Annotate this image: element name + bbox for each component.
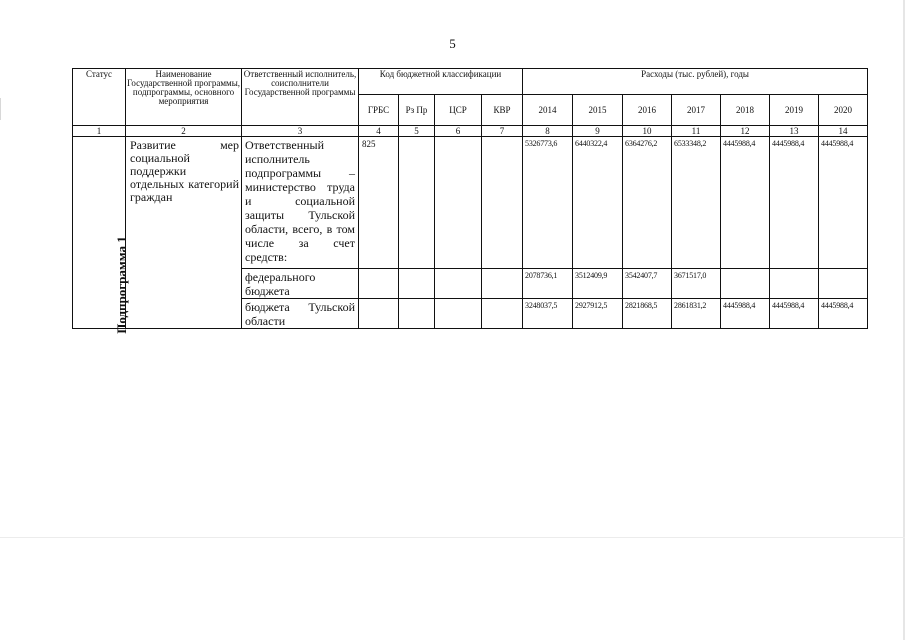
column-number-row [73, 126, 868, 137]
header-rzpr: Рз Пр [399, 95, 435, 126]
expense-2016: 6364276,2 [623, 137, 672, 269]
csr-value [435, 137, 482, 269]
grbs-value: 825 [359, 137, 399, 269]
header-responsible: Ответственный исполнитель, соисполнители Государственной программы [242, 69, 359, 126]
header-status: Статус [73, 69, 126, 126]
expense-2014: 2078736,1 [523, 269, 573, 299]
header-year-2016: 2016 [623, 95, 672, 126]
expense-2018: 4445988,4 [721, 299, 770, 329]
header-expenses: Расходы (тыс. рублей), годы [523, 69, 868, 95]
column-number: 9 [573, 126, 623, 137]
column-number: 4 [359, 126, 399, 137]
scan-edge-line [0, 98, 1, 120]
responsible-federal: федерального бюджета [242, 269, 359, 299]
kvr-value [482, 269, 523, 299]
csr-value [435, 269, 482, 299]
header-year-2015: 2015 [573, 95, 623, 126]
expense-2014: 5326773,6 [523, 137, 573, 269]
header-csr: ЦСР [435, 95, 482, 126]
responsible-total: Ответственный исполнитель подпрограммы – министерство труда и социальной защиты Тульской области, всего, в том числе за счет средств: [242, 137, 359, 269]
column-number: 3 [242, 126, 359, 137]
expense-2019: 4445988,4 [770, 299, 819, 329]
header-kvr: КВР [482, 95, 523, 126]
scan-edge-line [0, 537, 905, 538]
status-cell [73, 137, 129, 334]
expense-2016: 2821868,5 [623, 299, 672, 329]
header-row-top [73, 69, 868, 95]
program-name: Развитие мер социальной поддержки отдельных категорий граждан [126, 137, 242, 329]
header-budget-code: Код бюджетной классификации [359, 69, 523, 95]
csr-value [435, 299, 482, 329]
expense-2017: 2861831,2 [672, 299, 721, 329]
expense-2018: 4445988,4 [721, 137, 770, 269]
expense-2017: 3671517,0 [672, 269, 721, 299]
expense-2020 [819, 269, 868, 299]
budget-table [72, 68, 868, 334]
header-year-2020: 2020 [819, 95, 868, 126]
expense-2017: 6533348,2 [672, 137, 721, 269]
column-number: 13 [770, 126, 819, 137]
header-year-2019: 2019 [770, 95, 819, 126]
expense-2020: 4445988,4 [819, 137, 868, 269]
header-name: Наименование Государственной программы, подпрограммы, основного мероприятия [126, 69, 242, 126]
grbs-value [359, 299, 399, 329]
column-number: 12 [721, 126, 770, 137]
expense-2016: 3542407,7 [623, 269, 672, 299]
rzpr-value [399, 299, 435, 329]
expense-2019 [770, 269, 819, 299]
page-number: 5 [449, 36, 456, 51]
kvr-value [482, 299, 523, 329]
column-number: 11 [672, 126, 721, 137]
status-label: Подпрограмма 1 [113, 235, 129, 334]
header-grbs: ГРБС [359, 95, 399, 126]
expense-2015: 2927912,5 [573, 299, 623, 329]
expense-2014: 3248037,5 [523, 299, 573, 329]
column-number: 5 [399, 126, 435, 137]
expense-2018 [721, 269, 770, 299]
column-number: 2 [126, 126, 242, 137]
header-year-2014: 2014 [523, 95, 573, 126]
expense-2015: 3512409,9 [573, 269, 623, 299]
header-year-2018: 2018 [721, 95, 770, 126]
column-number: 1 [73, 126, 126, 137]
table-row [73, 137, 868, 269]
header-year-2017: 2017 [672, 95, 721, 126]
kvr-value [482, 137, 523, 269]
rzpr-value [399, 137, 435, 269]
column-number: 14 [819, 126, 868, 137]
rzpr-value [399, 269, 435, 299]
column-number: 10 [623, 126, 672, 137]
expense-2015: 6440322,4 [573, 137, 623, 269]
grbs-value [359, 269, 399, 299]
expense-2019: 4445988,4 [770, 137, 819, 269]
column-number: 7 [482, 126, 523, 137]
expense-2020: 4445988,4 [819, 299, 868, 329]
column-number: 6 [435, 126, 482, 137]
responsible-regional: бюджета Тульской области [242, 299, 359, 329]
column-number: 8 [523, 126, 573, 137]
